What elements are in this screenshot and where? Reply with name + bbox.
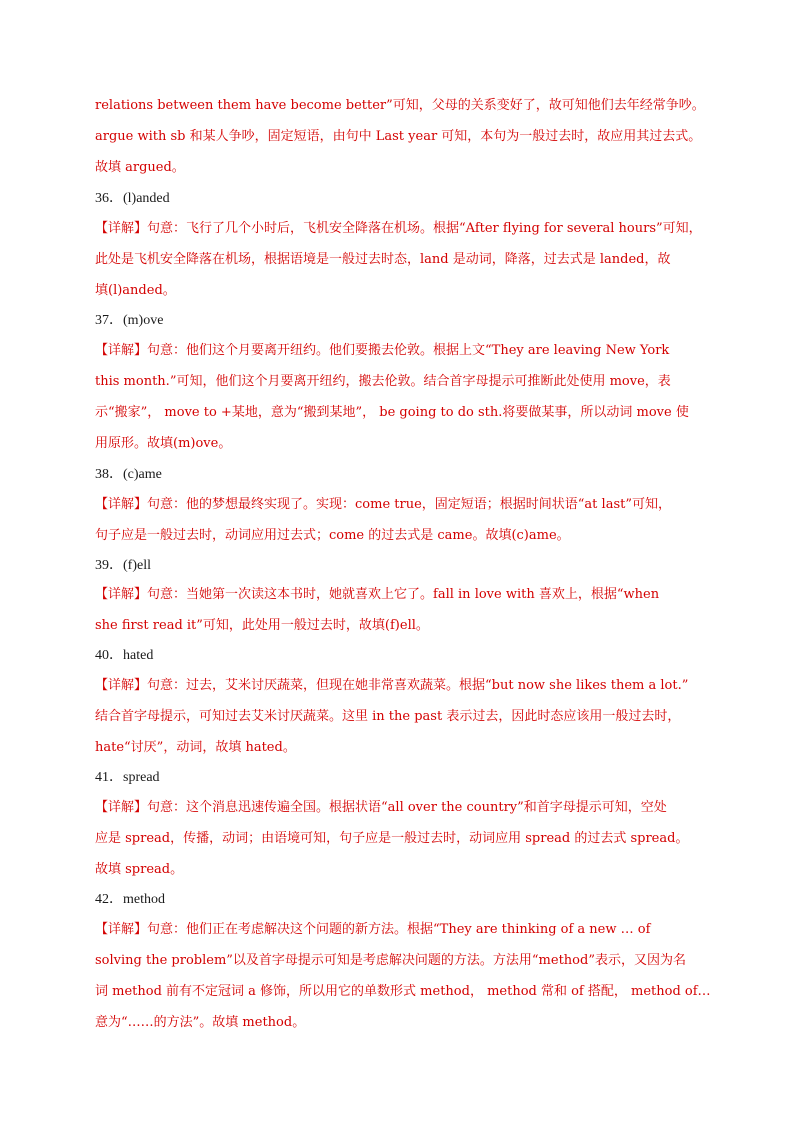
text-line: 填(l)anded。 [95,283,176,298]
text-line: hate“讨厌”，动词，故填 hated。 [95,740,296,755]
explanation-36: 【详解】句意：飞行了几个小时后，飞机安全降落在机场。根据“After flying for several hours”可知， [95,221,702,236]
explanation-41: 【详解】句意：这个消息迅速传遍全国。根据状语“all over the country”和首字母提示可知，空处 [95,800,667,815]
text-line: argue with sb 和某人争吵，固定短语，由句中 Last year 可知，本句为一般过去时，故应用其过去式。 [95,129,702,144]
answer-heading-42: 42．method [95,892,165,907]
explanation-40: 【详解】句意：过去，艾米讨厌蔬菜，但现在她非常喜欢蔬菜。根据“but now she likes them a lot.” [95,678,689,693]
answer-heading-41: 41．spread [95,770,160,785]
answer-heading-37: 37．(m)ove [95,313,164,328]
answer-heading-36: 36．(l)anded [95,191,170,206]
explanation-39: 【详解】句意：当她第一次读这本书时，她就喜欢上它了。fall in love with 喜欢上，根据“when [95,587,660,602]
explanation-42: 【详解】句意：他们正在考虑解决这个问题的新方法。根据“They are thinking of a new … of [95,922,651,937]
text-line: 意为“……的方法”。故填 method。 [95,1015,306,1030]
text-line: 词 method 前有不定冠词 a 修饰，所以用它的单数形式 method， method 常和 of 搭配， method of… [95,984,711,999]
text-line: 故填 spread。 [95,862,184,877]
answer-heading-40: 40．hated [95,648,154,663]
explanation-38: 【详解】句意：他的梦想最终实现了。实现：come true，固定短语；根据时间状语“at last”可知， [95,497,671,512]
text-line: 句子应是一般过去时，动词应用过去式；come 的过去式是 came。故填(c)ame。 [95,528,570,543]
text-line: 示“搬家”， move to +某地，意为“搬到某地”， be going to do sth.将要做某事，所以动词 move 使 [95,405,689,420]
text-line: 应是 spread，传播，动词；由语境可知，句子应是一般过去时，动词应用 spread 的过去式 spread。 [95,831,689,846]
answer-heading-39: 39．(f)ell [95,558,151,573]
explanation-37: 【详解】句意：他们这个月要离开纽约。他们要搬去伦敦。根据上文“They are leaving New York [95,343,670,358]
text-line: 结合首字母提示，可知过去艾米讨厌蔬菜。这里 in the past 表示过去，因此时态应该用一般过去时， [95,709,681,724]
text-line: she first read it”可知，此处用一般过去时，故填(f)ell。 [95,618,429,633]
text-line: this month.”可知，他们这个月要离开纽约，搬去伦敦。结合首字母提示可推断此处使用 move，表 [95,374,671,389]
text-line: 此处是飞机安全降落在机场，根据语境是一般过去时态，land 是动词，降落，过去式是 landed，故 [95,252,671,267]
answer-heading-38: 38．(c)ame [95,467,162,482]
text-line: 用原形。故填(m)ove。 [95,436,232,451]
text-line: relations between them have become better”可知，父母的关系变好了，故可知他们去年经常争吵。 [95,98,705,113]
text-line: solving the problem”以及首字母提示可知是考虑解决问题的方法。方法用“method”表示，又因为名 [95,953,686,968]
text-line: 故填 argued。 [95,160,185,175]
